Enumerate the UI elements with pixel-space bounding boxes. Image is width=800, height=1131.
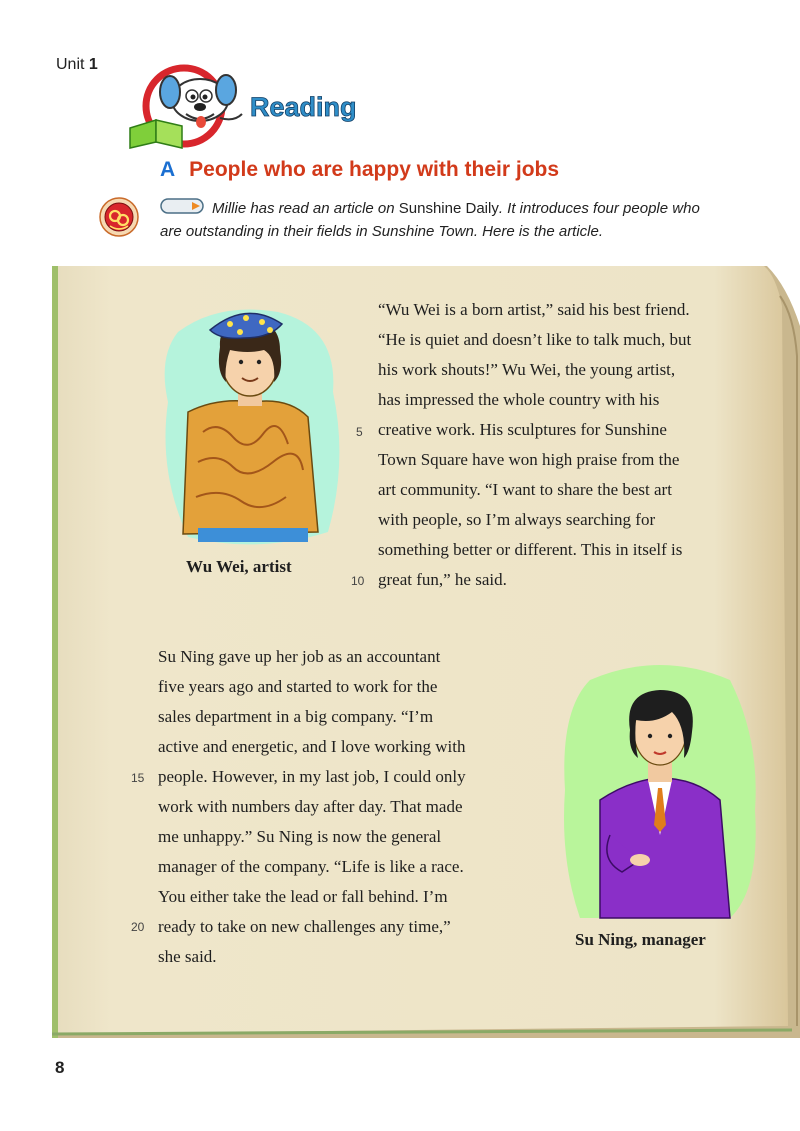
text-line: Town Square have won high praise from the [378,450,680,469]
text-line: sales department in a big company. “I’m [158,707,434,726]
section-letter: A [160,158,176,181]
text-line: she said. [158,947,217,966]
section-title-text: People who are happy with their jobs [189,158,560,181]
text-line: me unhappy.” Su Ning is now the general [158,827,442,846]
text-line: You either take the lead or fall behind. I’m [158,887,448,906]
text-line: creative work. His sculptures for Sunshine [378,420,667,439]
unit-label [56,56,98,74]
line-number-20: 20 [131,920,145,934]
text-line: his work shouts!” Wu Wei, the young artist, [378,360,676,379]
wu-wei-illustration [158,302,348,550]
section-title [160,158,559,182]
intro-publication: Sunshine Daily [398,200,499,217]
text-line: work with numbers day after day. That made [158,797,463,816]
text-line: great fun,” he said. [378,570,507,589]
reading-logo-text: Reading [250,92,357,122]
text-line: ready to take on new challenges any time,” [158,917,451,936]
intro-line2: are outstanding in their fields in Sunshine Town. Here is the article. [160,223,604,240]
text-line: art community. “I want to share the best art [378,480,672,499]
line-number-15: 15 [131,771,145,785]
text-line: “Wu Wei is a born artist,” said his best friend. [378,300,690,319]
unit-label-text: Unit [56,56,85,73]
su-ning-paragraph [158,642,466,972]
reading-logo [126,62,366,152]
text-line: with people, so I’m always searching for [378,510,656,529]
su-ning-caption: Su Ning, manager [575,930,706,949]
text-line: manager of the company. “Life is like a race. [158,857,464,876]
intro-part1: Millie has read an article on [212,200,399,217]
text-line: “He is quiet and doesn’t like to talk much, but [378,330,692,349]
intro-part3: . It introduces four people who [498,200,700,217]
line-number-10: 10 [351,574,365,588]
text-line: five years ago and started to work for the [158,677,438,696]
audio-icon[interactable] [98,196,140,238]
wu-wei-caption: Wu Wei, artist [186,557,292,576]
wu-wei-paragraph [378,295,691,595]
text-line: Su Ning gave up her job as an accountant [158,647,441,666]
intro-text [160,197,760,243]
unit-number: 1 [88,56,98,73]
text-line: active and energetic, and I love working with [158,737,466,756]
line-number-5: 5 [356,425,363,439]
su-ning-illustration [560,660,760,922]
text-line: something better or different. This in itself is [378,540,683,559]
text-line: has impressed the whole country with his [378,390,660,409]
text-line: people. However, in my last job, I could only [158,767,466,786]
page-number: 8 [55,1058,65,1077]
